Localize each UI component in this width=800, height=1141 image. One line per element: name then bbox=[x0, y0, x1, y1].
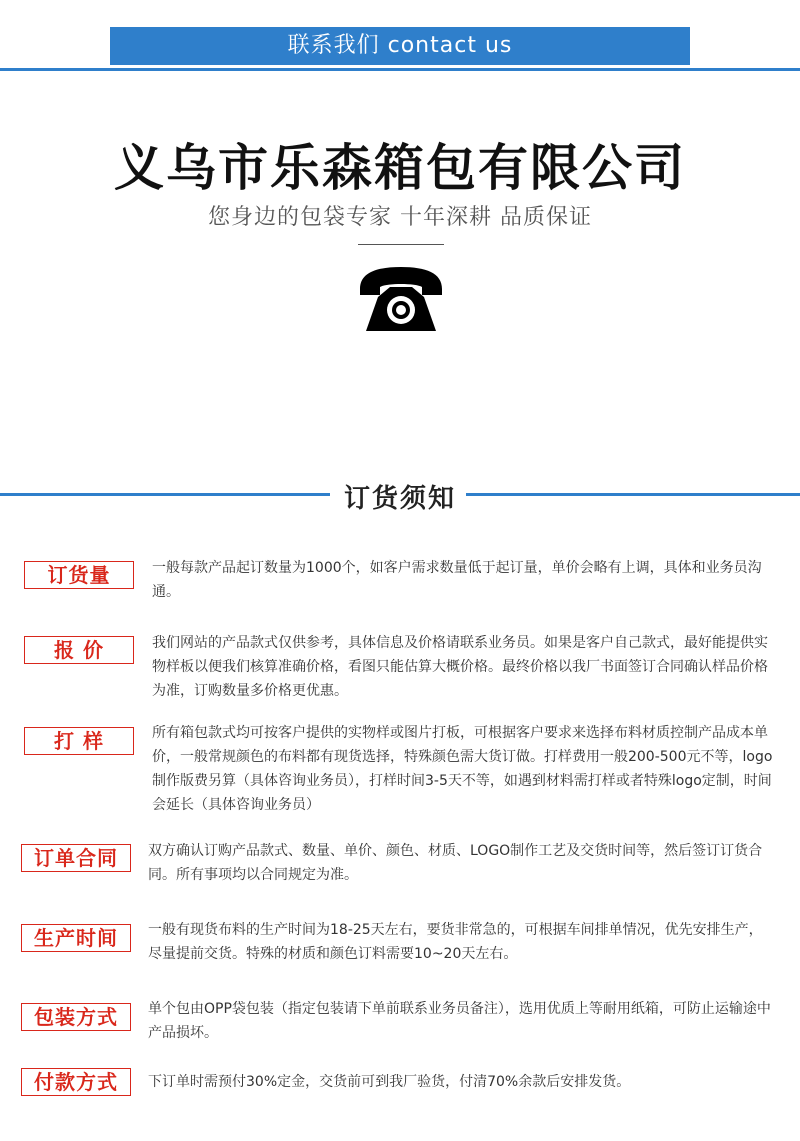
desc-order-quantity: 一般每款产品起订数量为1000个，如客户需求数量低于起订量，单价会略有上调，具体和业务员沟通。 bbox=[152, 560, 762, 600]
label-packaging: 包装方式 bbox=[21, 1003, 131, 1031]
slogan-divider bbox=[358, 244, 444, 245]
desc-production-time: 一般有现货布料的生产时间为18-25天左右，要货非常急的，可根据车间排单情况，优先安排生产，尽量提前交货。特殊的材质和颜色订料需要10~20天左右。 bbox=[148, 922, 763, 962]
desc-payment: 下订单时需预付30%定金，交货前可到我厂验货，付清70%余款后安排发货。 bbox=[148, 1074, 631, 1090]
desc-quote: 我们网站的产品款式仅供参考，具体信息及价格请联系业务员。如果是客户自己款式，最好能提供实物样板以便我们核算准确价格，看图只能估算大概价格。最终价格以我厂书面签订合同确认样品价格为准，订购数量多价格更优惠。 bbox=[152, 635, 768, 699]
contact-banner: 联系我们 contact us bbox=[110, 27, 690, 65]
label-production-time: 生产时间 bbox=[21, 924, 131, 952]
desc-order-contract: 双方确认订购产品款式、数量、单价、颜色、材质、LOGO制作工艺及交货时间等，然后签订订货合同。所有事项均以合同规定为准。 bbox=[148, 843, 763, 883]
company-name: 义乌市乐森箱包有限公司 bbox=[114, 139, 686, 197]
label-payment: 付款方式 bbox=[21, 1068, 131, 1096]
label-quote: 报 价 bbox=[24, 636, 134, 664]
label-order-quantity: 订货量 bbox=[24, 561, 134, 589]
telephone-icon bbox=[356, 265, 446, 337]
desc-packaging: 单个包由OPP袋包装（指定包装请下单前联系业务员备注），选用优质上等耐用纸箱，可防止运输途中产品损坏。 bbox=[148, 1001, 771, 1041]
desc-sampling: 所有箱包款式均可按客户提供的实物样或图片打板，可根据客户要求来选择布料材质控制产品成本单价，一般常规颜色的布料都有现货选择，特殊颜色需大货订做。打样费用一般200-500元不等，logo制作版费另算（具体咨询业务员），打样时间3-5天不等，如遇到材料需打样或者特殊logo定制，时间会延长（具体咨询业务员） bbox=[152, 725, 773, 813]
company-slogan: 您身边的包袋专家 十年深耕 品质保证 bbox=[208, 205, 592, 230]
top-blue-line bbox=[0, 68, 800, 71]
label-order-contract: 订单合同 bbox=[21, 844, 131, 872]
label-sampling: 打 样 bbox=[24, 727, 134, 755]
section-title: 订货须知 bbox=[343, 484, 456, 514]
